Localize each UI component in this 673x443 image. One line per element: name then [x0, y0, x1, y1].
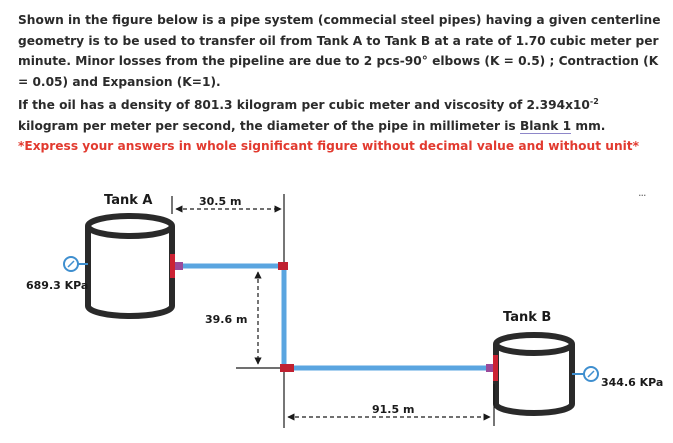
- pressure-b-label: 344.6 KPa: [601, 376, 664, 389]
- dimension-bottom: [284, 372, 494, 428]
- pressure-gauge-a: [64, 257, 88, 271]
- tank-b-label: Tank B: [503, 310, 552, 325]
- tank-a-label: Tank A: [104, 193, 153, 208]
- pressure-a-label: 689.3 KPa: [26, 279, 89, 292]
- pressure-gauge-b: [572, 367, 598, 381]
- dim-top-label: 30.5 m: [199, 195, 242, 208]
- question-line-2b: kilogram per meter per second, the diameter of the pipe in millimeter is: [18, 118, 520, 133]
- tank-b: [496, 335, 572, 413]
- flange-tank-a: [170, 254, 183, 278]
- dim-vertical-label: 39.6 m: [205, 313, 248, 326]
- more-options-icon[interactable]: ...: [638, 186, 646, 199]
- flange-tank-b: [486, 355, 498, 381]
- question-line-2c: mm.: [571, 118, 606, 133]
- blank-1-answer-field[interactable]: Blank 1: [519, 118, 572, 133]
- elbow-1: [278, 262, 288, 270]
- dim-bottom-label: 91.5 m: [372, 403, 415, 416]
- exponent: -2: [589, 97, 599, 106]
- question-line-1: Shown in the figure below is a pipe system (commecial steel pipes) having a given centerline geometry is to be used to transfer oil from Tank A to Tank B at a rate of 1.70 cubic meter per minute. Minor losses from the pipeline are due to 2 pcs-90° elbows (K = 0.5) ; Contraction (K = 0.05) and Expansion (K=1).: [18, 13, 661, 89]
- tank-a: [88, 216, 172, 316]
- elbow-2: [280, 364, 294, 372]
- question-line-2a: If the oil has a density of 801.3 kilogram per cubic meter and viscosity of 2.394x10: [18, 98, 590, 113]
- instruction-text: *Express your answers in whole significant figure without decimal value and without unit*: [18, 139, 640, 154]
